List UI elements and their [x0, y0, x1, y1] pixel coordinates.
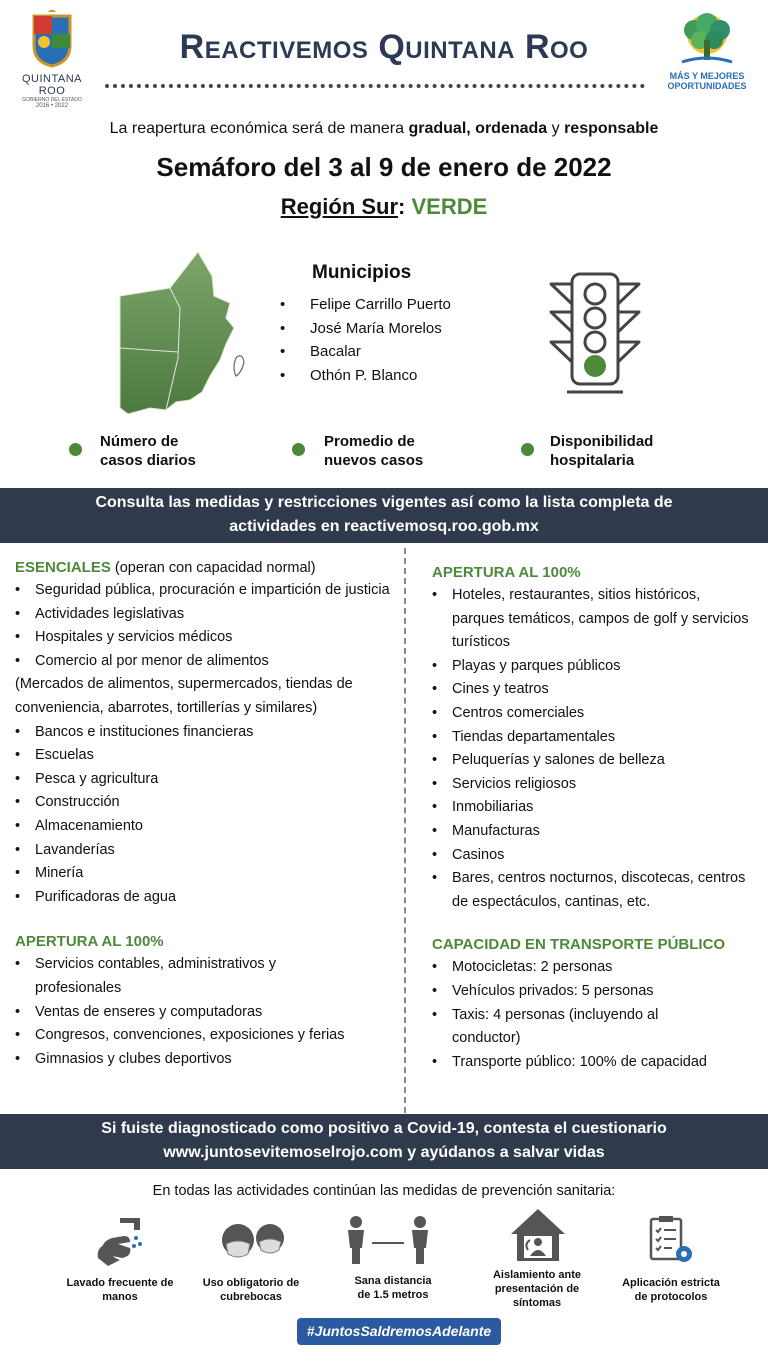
municipio-item: • José María Morelos — [280, 320, 451, 344]
protocol-checklist-icon — [646, 1214, 696, 1266]
esenciales-title: ESENCIALES — [15, 559, 111, 576]
page-title: Reactivemos Quintana Roo — [179, 28, 589, 66]
home-isolation-icon — [508, 1206, 568, 1264]
list-item: • Pesca y agricultura — [15, 768, 395, 792]
municipio-item: • Othón P. Blanco — [280, 367, 451, 391]
indicator-line: Número de — [100, 433, 179, 450]
list-item: • Tiendas departamentales — [432, 726, 750, 750]
list-item: • Lavanderías — [15, 839, 395, 863]
social-distance-label — [326, 1274, 460, 1302]
region-status-value: VERDE — [411, 194, 488, 219]
region-label: Región Sur — [280, 194, 399, 219]
right-apertura-list — [432, 584, 750, 914]
state-years: 2016 • 2022 — [35, 103, 69, 109]
list-item: • Servicios contables, administrativos y profesionales — [15, 953, 395, 1000]
list-item: • Ventas de enseres y computadoras — [15, 1001, 395, 1025]
measures-banner-line1: Consulta las medidas y restricciones vigentes así como la lista completa de — [95, 494, 673, 511]
list-item: • Motocicletas: 2 personas — [432, 956, 750, 980]
indicator-green-dot — [292, 443, 305, 456]
list-item: • Playas y parques públicos — [432, 655, 750, 679]
list-item: • Comercio al por menor de alimentos — [15, 650, 395, 674]
icon-label-line: Uso obligatorio de — [202, 1277, 300, 1289]
list-item: • Servicios religiosos — [432, 773, 750, 797]
indicator-green-dot — [69, 443, 82, 456]
state-subtitle: GOBIERNO DEL ESTADO — [22, 97, 82, 103]
indicator-daily-cases — [100, 432, 196, 470]
slogan-logo — [660, 10, 754, 90]
hashtag-badge: #JuntosSaldremosAdelante — [297, 1318, 501, 1345]
icon-label-line: Aislamiento ante — [492, 1269, 582, 1281]
measures-banner-link[interactable]: actividades en reactivemosq.roo.gob.mx — [229, 518, 539, 535]
icon-label-line: Aplicación estricta — [622, 1277, 720, 1289]
municipios-list — [280, 296, 451, 390]
list-item: • Escuelas — [15, 744, 395, 768]
covid-banner — [0, 1114, 768, 1169]
reopening-text-bold1: gradual, ordenada — [408, 120, 548, 137]
state-name: QUINTANA ROO — [21, 73, 83, 97]
state-shield-icon — [8, 10, 96, 68]
indicator-green-dot — [521, 443, 534, 456]
municipios-title: Municipios — [312, 262, 412, 283]
icon-label-line: Lavado frecuente de — [66, 1277, 174, 1289]
list-item: • Cines y teatros — [432, 678, 750, 702]
slogan-line2: OPORTUNIDADES — [667, 81, 747, 91]
region-colon: : — [398, 194, 412, 219]
handwash-label — [44, 1276, 196, 1304]
icon-label-line: cubrebocas — [220, 1291, 282, 1303]
reopening-text-mid: y — [547, 120, 565, 137]
face-mask-icon — [218, 1218, 288, 1266]
list-item: • Taxis: 4 personas (incluyendo al conductor) — [432, 1004, 750, 1051]
list-item: • Seguridad pública, procuración e impartición de justicia — [15, 579, 395, 603]
esenciales-heading — [15, 557, 395, 579]
right-column — [432, 562, 750, 1074]
esenciales-list — [15, 579, 395, 909]
municipio-item: • Bacalar — [280, 343, 451, 367]
covid-banner-line1: Si fuiste diagnosticado como positivo a Covid-19, contesta el cuestionario — [101, 1120, 667, 1137]
left-column — [15, 557, 395, 1071]
home-isolation-label — [462, 1268, 612, 1310]
right-apertura-title: APERTURA AL 100% — [432, 564, 581, 581]
indicator-hospital-availability — [550, 432, 653, 470]
esenciales-note: (operan con capacidad normal) — [110, 560, 316, 576]
list-item: • Hospitales y servicios médicos — [15, 626, 395, 650]
measures-banner — [0, 488, 768, 543]
indicator-line: Disponibilidad — [550, 433, 654, 450]
south-region-map-icon — [110, 248, 255, 418]
list-item: • Minería — [15, 862, 395, 886]
icon-label-line: manos — [102, 1291, 138, 1303]
semaforo-heading: Semáforo del 3 al 9 de enero de 2022 — [156, 152, 612, 182]
list-item: • Bancos e instituciones financieras — [15, 721, 395, 745]
title-dotted-divider — [105, 84, 645, 88]
list-item: • Inmobiliarias — [432, 796, 750, 820]
reopening-text-pre: La reapertura económica será de manera — [109, 120, 409, 137]
tree-icon — [660, 10, 754, 66]
list-item: • Construcción — [15, 791, 395, 815]
column-divider — [404, 548, 406, 1113]
prevention-title: En todas las actividades continúan las medidas de prevención sanitaria: — [152, 1183, 616, 1199]
state-logo — [8, 10, 96, 109]
left-apertura-list — [15, 953, 395, 1071]
left-apertura-title: APERTURA AL 100% — [15, 933, 164, 951]
list-item: • Hoteles, restaurantes, sitios históricos, parques temáticos, campos de golf y servicios turísticos — [432, 584, 750, 655]
list-item: • Manufacturas — [432, 820, 750, 844]
list-item: • Centros comerciales — [432, 702, 750, 726]
face-mask-label — [178, 1276, 324, 1304]
list-item: • Congresos, convenciones, exposiciones y ferias — [15, 1024, 395, 1048]
social-distance-icon — [342, 1214, 434, 1266]
list-item: • Actividades legislativas — [15, 603, 395, 627]
list-item: • Casinos — [432, 844, 750, 868]
icon-label-line: síntomas — [512, 1297, 562, 1309]
indicator-line: casos diarios — [100, 452, 196, 469]
list-item: • Purificadoras de agua — [15, 886, 395, 910]
traffic-light-icon — [545, 268, 645, 400]
indicator-line: hospitalaria — [550, 452, 635, 469]
icon-label-line: de 1.5 metros — [357, 1289, 429, 1301]
icon-label-line: presentación de — [494, 1283, 580, 1295]
indicator-line: Promedio de — [324, 433, 415, 450]
list-item: • Almacenamiento — [15, 815, 395, 839]
protocol-label — [598, 1276, 744, 1304]
transporte-title: CAPACIDAD EN TRANSPORTE PÚBLICO — [432, 936, 726, 954]
transporte-list — [432, 956, 750, 1074]
reopening-text-bold2: responsable — [564, 120, 659, 137]
indicator-line: nuevos casos — [324, 452, 424, 469]
icon-label-line: Sana distancia — [354, 1275, 432, 1287]
list-item: • Bares, centros nocturnos, discotecas, centros de espectáculos, cantinas, etc. — [432, 867, 750, 914]
list-item: • Transporte público: 100% de capacidad — [432, 1051, 750, 1075]
list-item: • Gimnasios y clubes deportivos — [15, 1048, 395, 1072]
list-item-note: (Mercados de alimentos, supermercados, tiendas de conveniencia, abarrotes, tortillerías y similares) — [15, 676, 353, 716]
handwash-icon — [90, 1212, 150, 1268]
covid-banner-link[interactable]: www.juntosevitemoselrojo.com y ayúdanos a salvar vidas — [163, 1144, 605, 1161]
icon-label-line: de protocolos — [634, 1291, 708, 1303]
municipio-item: • Felipe Carrillo Puerto — [280, 296, 451, 320]
reopening-statement — [0, 120, 768, 138]
list-item: • Peluquerías y salones de belleza — [432, 749, 750, 773]
indicator-new-cases-average — [324, 432, 423, 470]
region-status — [0, 194, 768, 220]
slogan-line1: MÁS Y MEJORES — [669, 71, 745, 81]
list-item: • Vehículos privados: 5 personas — [432, 980, 750, 1004]
